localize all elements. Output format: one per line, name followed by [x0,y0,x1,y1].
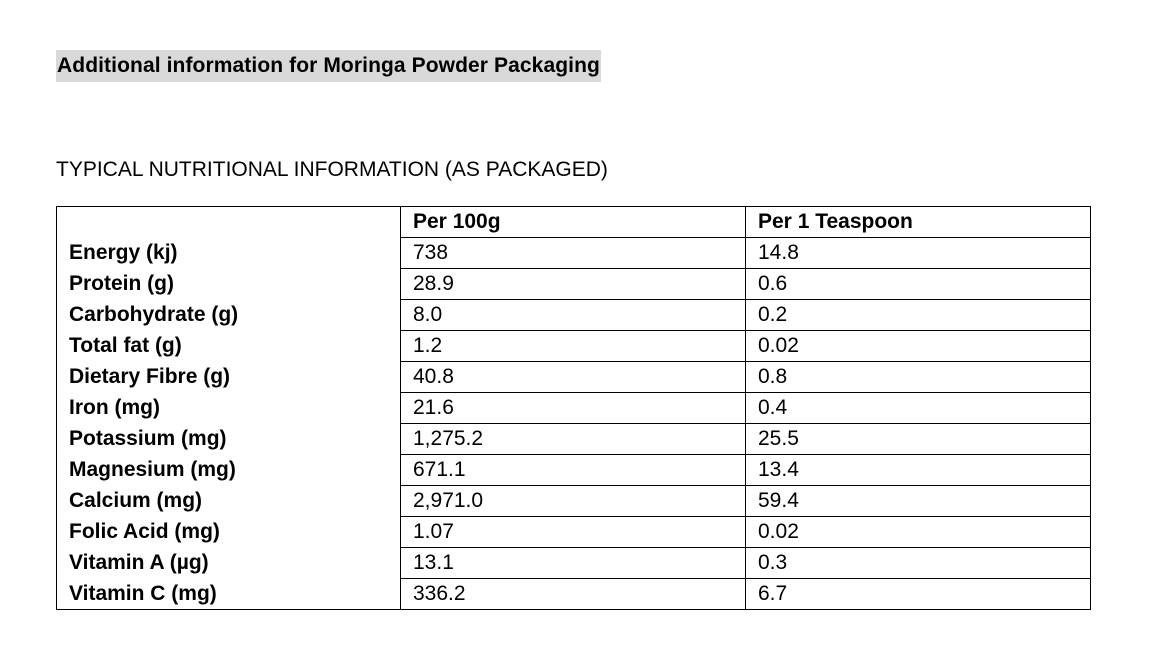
table-row [57,424,1091,455]
nutrient-label: Calcium (mg) [57,486,401,517]
table-row [57,548,1091,579]
nutrient-label: Folic Acid (mg) [57,517,401,548]
per-teaspoon-value: 0.4 [746,393,1091,424]
per-100g-value: 1.07 [401,517,746,548]
table-row [57,300,1091,331]
per-100g-value: 671.1 [401,455,746,486]
per-teaspoon-value: 25.5 [746,424,1091,455]
nutrient-label: Vitamin C (mg) [57,579,401,610]
nutrient-label: Iron (mg) [57,393,401,424]
per-teaspoon-value: 0.8 [746,362,1091,393]
per-100g-value: 1,275.2 [401,424,746,455]
nutrient-label: Vitamin A (µg) [57,548,401,579]
nutrient-label: Energy (kj) [57,238,401,269]
per-teaspoon-value: 59.4 [746,486,1091,517]
per-100g-value: 336.2 [401,579,746,610]
section-title: TYPICAL NUTRITIONAL INFORMATION (AS PACKAGED) [56,158,608,181]
per-teaspoon-value: 0.2 [746,300,1091,331]
table-row [57,362,1091,393]
nutrient-label: Potassium (mg) [57,424,401,455]
nutrient-label: Magnesium (mg) [57,455,401,486]
column-header-per-100g: Per 100g [401,207,746,238]
per-100g-value: 738 [401,238,746,269]
nutrition-table-body [57,207,1091,610]
per-teaspoon-value: 0.02 [746,517,1091,548]
per-100g-value: 2,971.0 [401,486,746,517]
per-teaspoon-value: 0.02 [746,331,1091,362]
per-100g-value: 1.2 [401,331,746,362]
column-header-nutrient [57,207,401,238]
table-row [57,269,1091,300]
nutrient-label: Carbohydrate (g) [57,300,401,331]
nutrient-label: Protein (g) [57,269,401,300]
table-row [57,486,1091,517]
table-row [57,517,1091,548]
table-row [57,393,1091,424]
table-row [57,238,1091,269]
column-header-per-teaspoon: Per 1 Teaspoon [746,207,1091,238]
per-100g-value: 8.0 [401,300,746,331]
table-row [57,455,1091,486]
nutrient-label: Total fat (g) [57,331,401,362]
table-row [57,331,1091,362]
per-100g-value: 40.8 [401,362,746,393]
per-teaspoon-value: 0.3 [746,548,1091,579]
per-teaspoon-value: 0.6 [746,269,1091,300]
document-heading: Additional information for Moringa Powder Packaging [56,50,601,82]
table-row [57,579,1091,610]
per-100g-value: 21.6 [401,393,746,424]
per-100g-value: 13.1 [401,548,746,579]
nutrition-table [56,206,1091,610]
nutrient-label: Dietary Fibre (g) [57,362,401,393]
table-header-row [57,207,1091,238]
per-100g-value: 28.9 [401,269,746,300]
per-teaspoon-value: 6.7 [746,579,1091,610]
per-teaspoon-value: 14.8 [746,238,1091,269]
per-teaspoon-value: 13.4 [746,455,1091,486]
